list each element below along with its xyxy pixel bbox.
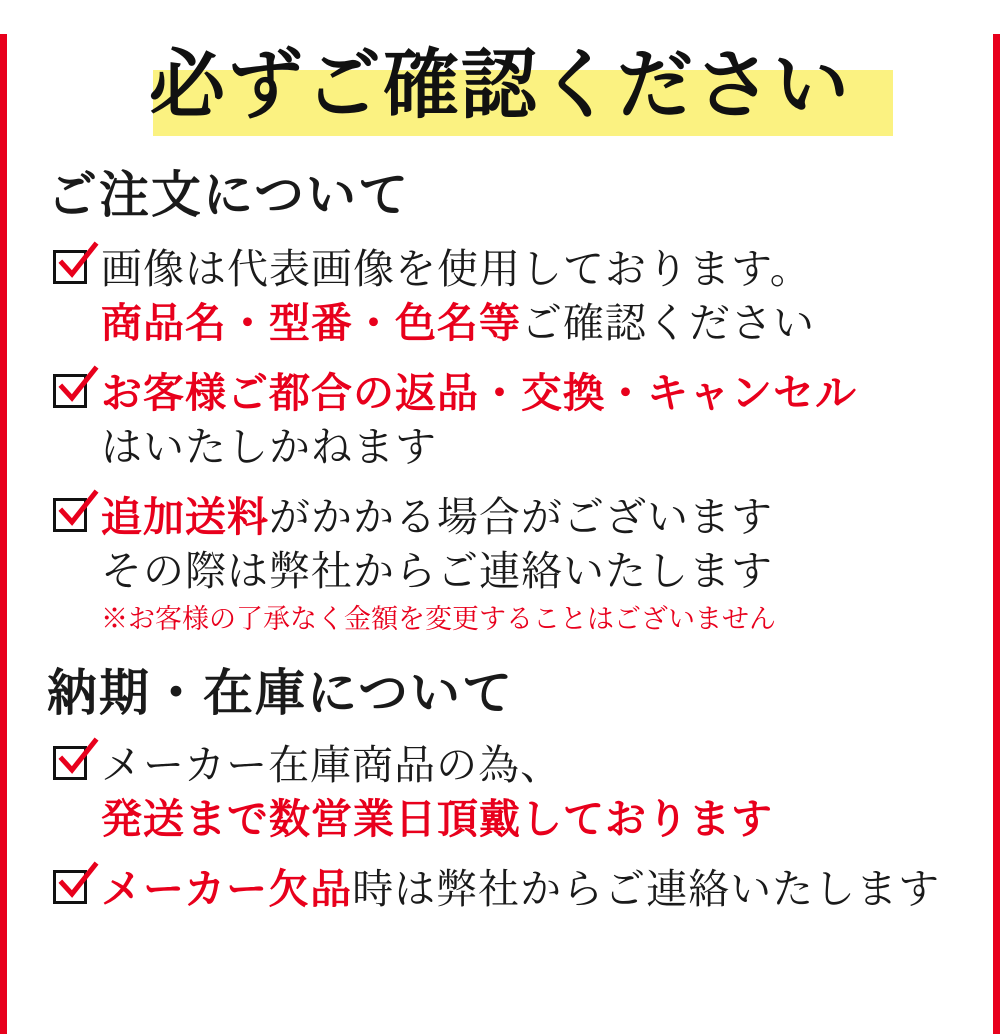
list-item-text [101,366,965,474]
text-segment-emphasis: 発送まで数営業日頂戴しております [101,795,773,843]
checkbox-checked-icon [53,498,91,536]
text-line [101,490,965,544]
list-item [53,242,965,350]
list-item [53,366,965,474]
text-segment: メーカー在庫商品の為、 [101,741,563,789]
section-heading-delivery: 納期・在庫について [47,663,514,722]
text-line [101,792,965,846]
text-segment: はいたしかねます [101,423,437,471]
text-segment: その際は弊社からご連絡いたします [101,547,773,595]
text-segment-emphasis: 追加送料 [101,493,269,541]
text-segment: 時は弊社からご連絡いたします [352,865,941,913]
list-item-text [101,490,965,640]
text-line [101,862,965,916]
text-line [101,544,965,598]
text-segment: ご確認ください [521,299,815,347]
page-title-area [35,34,965,146]
text-segment: がかかる場合がございます [269,493,773,541]
text-line [101,420,965,474]
text-segment-emphasis: 商品名・型番・色名等 [101,299,521,347]
section-heading-orders: ご注文について [47,165,410,224]
checkbox-checked-icon [53,374,91,412]
text-segment: 画像は代表画像を使用しております。 [101,245,812,293]
list-item [53,490,965,640]
checkbox-checked-icon [53,250,91,288]
list-item [53,862,965,916]
notice-page [0,34,1000,1034]
list-item-text [101,738,965,846]
text-segment-emphasis: メーカー欠品 [101,865,353,913]
note-text: ※お客様の了承なく金額を変更することはございません [101,604,776,635]
checkbox-checked-icon [53,870,91,908]
text-segment-emphasis: お客様ご都合の返品・交換・キャンセル [101,369,857,417]
page-title: 必ずご確認ください [149,40,851,129]
text-line [101,242,965,296]
text-line [101,738,965,792]
list-item-text [101,242,965,350]
checkbox-checked-icon [53,746,91,784]
list-item [53,738,965,846]
text-line [101,366,965,420]
list-item-text [101,862,965,916]
text-line [101,296,965,350]
notice-content [7,34,993,1034]
